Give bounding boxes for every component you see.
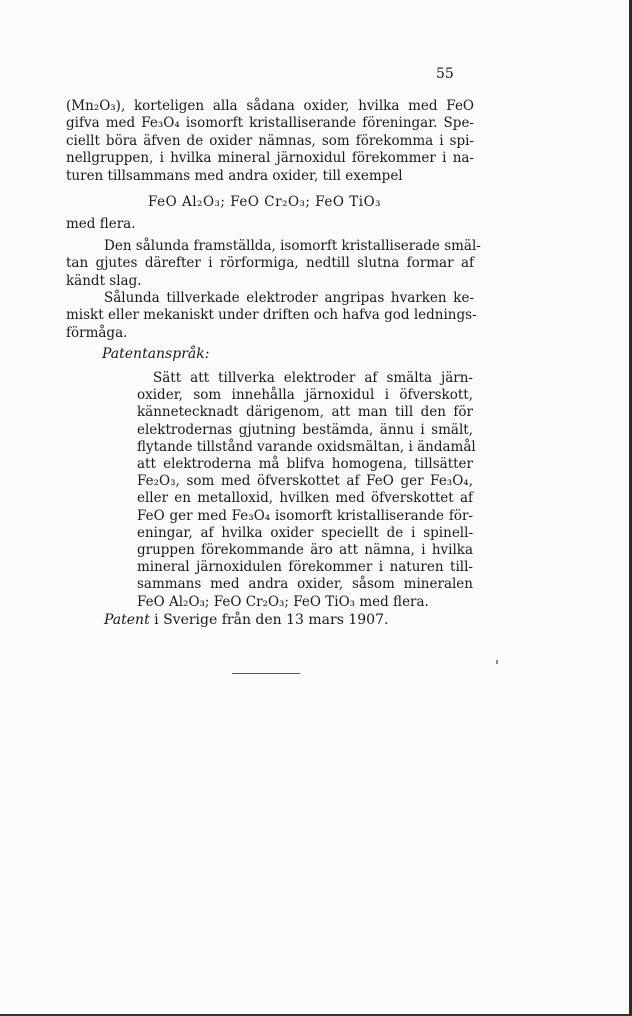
text-line: eningar, af hvilka oxider speciellt de i spinell- [137,524,473,541]
print-speck [496,660,498,664]
paragraph-intro [66,98,474,185]
text-line: mineral järnoxidulen förekommer i naturen till- [137,559,473,576]
text-line: Sålunda tillverkade elektroder angripas hvarken ke- [104,290,474,306]
patent-date-line [104,612,388,628]
text-line: kännetecknadt därigenom, att man till den för [137,404,473,421]
text-line: gifva med Fe₃O₄ isomorft kristalliserande föreningar. Spe- [66,115,474,132]
text-line: förmåga. [66,324,128,341]
page-number: 55 [436,66,454,82]
text-line: miskt eller mekaniskt under driften och hafva god lednings- [66,307,477,324]
text-line: tan gjutes därefter i rörformiga, nedtill slutna formar af [66,255,474,272]
text-line: turen tillsammans med andra oxider, till exempel [66,167,403,184]
chemical-formula: FeO Al₂O₃; FeO Cr₂O₃; FeO TiO₃ [148,194,382,210]
text-line: Sätt att tillverka elektroder af smälta järn- [153,370,473,386]
text-line: eller en metalloxid, hvilken med öfverskottet af [137,490,473,507]
med-flera [66,216,474,233]
text-line: att elektroderna må blifva homogena, tillsätter [137,456,473,473]
text-line: sammans med andra oxider, såsom mineralen [137,576,473,593]
text-line: FeO ger med Fe₃O₄ isomorft kristalliserande för- [137,507,473,524]
text-line: FeO Al₂O₃; FeO Cr₂O₃; FeO TiO₃ med flera. [137,593,429,610]
text-line: nellgruppen, i hvilka mineral järnoxidul förekommer i na- [66,150,474,167]
text-line: (Mn₂O₃), korteligen alla sådana oxider, hvilka med FeO [66,98,474,114]
patent-claim [137,370,476,611]
text-line: oxider, som innehålla järnoxidul i öfverskott, [137,387,473,404]
text-line: ciellt böra äfven de oxider nämnas, som förekomma i spi- [66,132,474,149]
divider-rule [232,673,300,674]
claims-heading: Patentanspråk: [102,346,210,362]
paragraph-electrodes [66,290,477,342]
text-line: Den sålunda framställda, isomorft kristalliserade smäl- [104,238,481,254]
text-line: elektrodernas gjutning bestämda, ännu i smält, [137,421,473,438]
text-line: flytande tillstånd varande oxidsmältan, i ändamål [137,438,476,455]
text-line: kändt slag. [66,272,142,289]
paragraph-casting [66,238,481,290]
text-line: Fe₂O₃, som med öfverskottet af FeO ger Fe₃O₄, [137,473,473,490]
text-line: gruppen förekommande äro att nämna, i hvilka [137,542,473,559]
text-line: med flera. [66,216,136,232]
patent-label: Patent [104,612,150,628]
patent-text: i Sverige från den 13 mars 1907. [149,612,389,628]
